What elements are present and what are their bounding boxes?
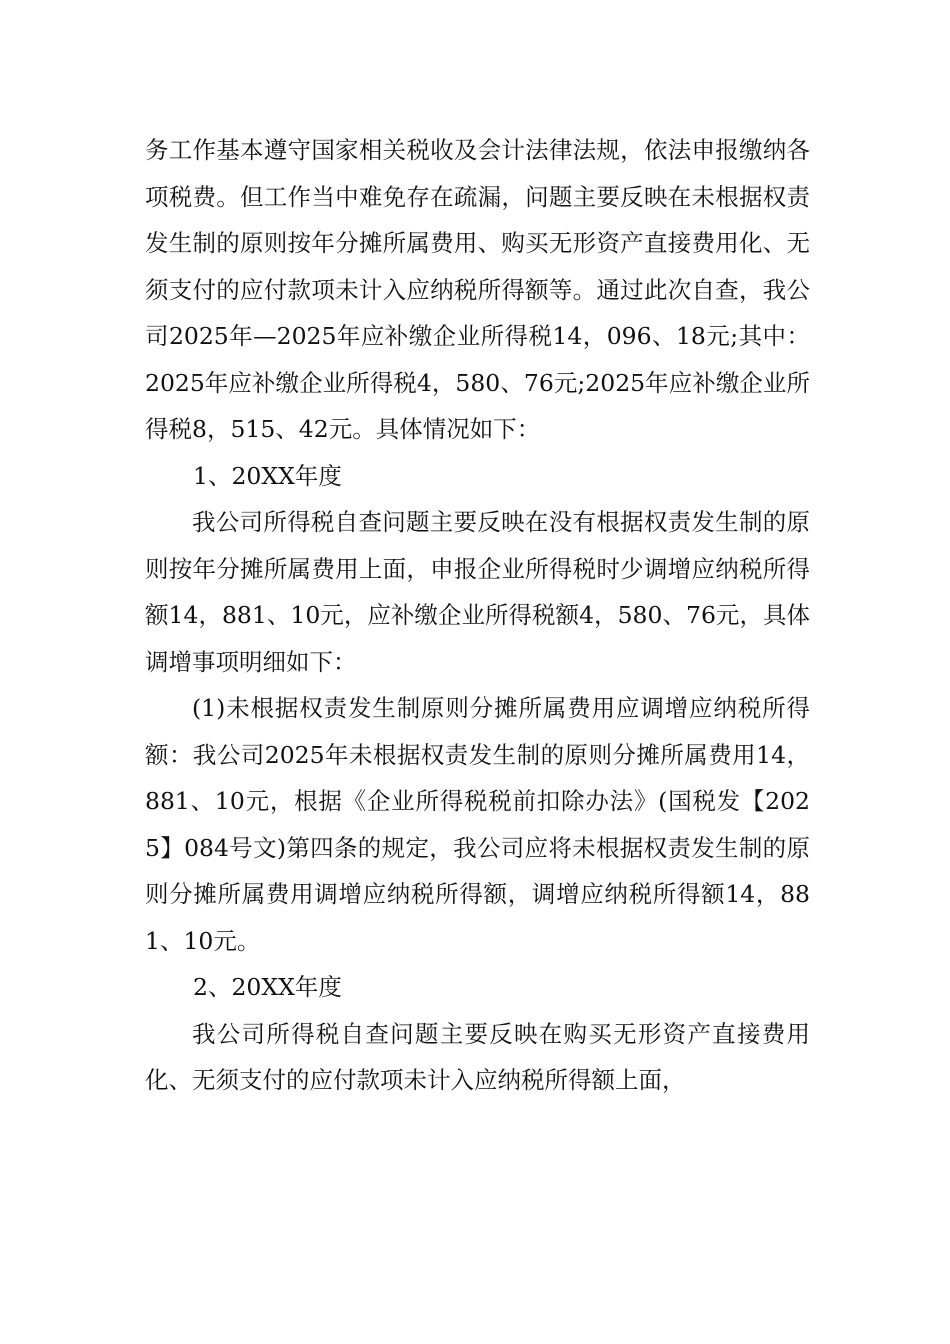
document-body (145, 127, 810, 1104)
section-1-summary-paragraph: 我公司所得税自查问题主要反映在没有根据权责发生制的原则按年分摊所属费用上面，申报企业所得税时少调增应纳税所得额14，881、10元，应补缴企业所得税额4，580、76元，具体调增事项明细如下： (145, 508, 810, 676)
section-heading-2: 2、20XX年度 (193, 973, 342, 1001)
section-2-summary-paragraph: 我公司所得税自查问题主要反映在购买无形资产直接费用化、无须支付的应付款项未计入应纳税所得额上面， (145, 1019, 810, 1094)
section-1-detail-paragraph: (1)未根据权责发生制原则分摊所属费用应调增应纳税所得额：我公司2025年未根据权责发生制的原则分摊所属费用14，881、10元，根据《企业所得税税前扣除办法》(国税发【2025】084号文)第四条的规定，我公司应将未根据权责发生制的原则分摊所属费用调增应纳税所得额，调增应纳税所得额14，881、10元。 (145, 694, 810, 955)
intro-paragraph: 务工作基本遵守国家相关税收及会计法律法规，依法申报缴纳各项税费。但工作当中难免存在疏漏，问题主要反映在未根据权责发生制的原则按年分摊所属费用、购买无形资产直接费用化、无须支付的应付款项未计入应纳税所得额等。通过此次自查，我公司2025年—2025年应补缴企业所得税14，096、18元;其中：2025年应补缴企业所得税4，580、76元;2025年应补缴企业所得税8，515、42元。具体情况如下： (145, 136, 810, 443)
section-heading-1: 1、20XX年度 (193, 461, 342, 490)
